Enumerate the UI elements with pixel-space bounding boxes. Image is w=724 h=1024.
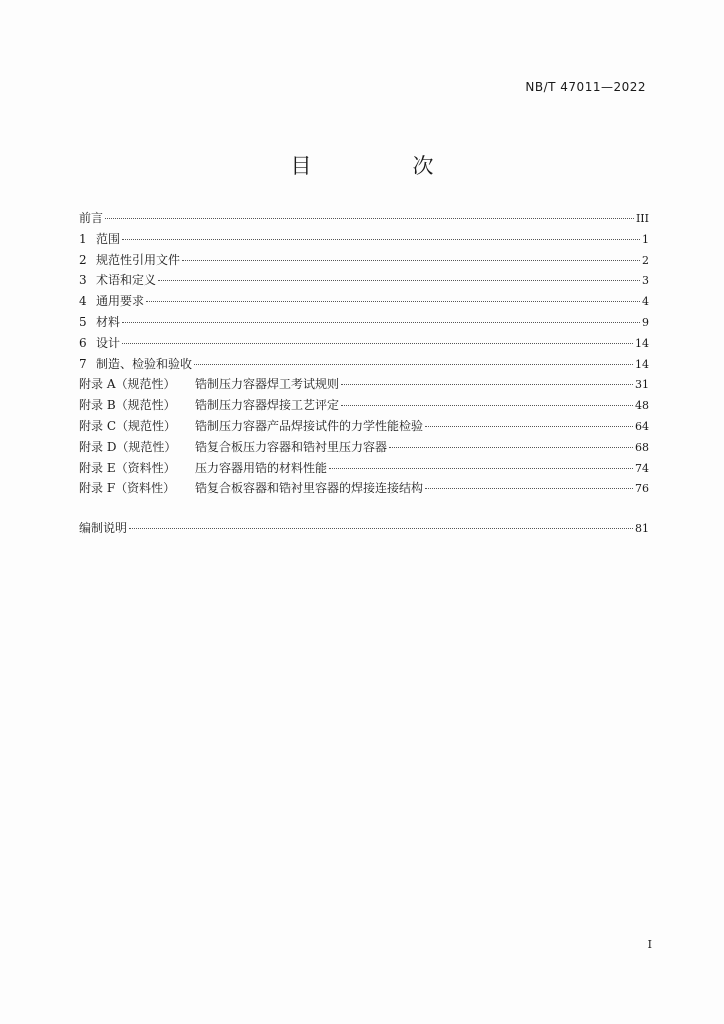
toc-spacer bbox=[79, 500, 649, 519]
toc-entry-number: 2 bbox=[79, 252, 87, 267]
toc-entry-page: 76 bbox=[635, 482, 649, 496]
toc-entry-page: 14 bbox=[635, 357, 649, 371]
toc-entry-page: 14 bbox=[635, 336, 649, 350]
toc-entry-text: 通用要求 bbox=[96, 294, 145, 309]
toc-entry-4[interactable] bbox=[79, 292, 649, 313]
toc-leader-dots bbox=[425, 426, 633, 427]
toc-appendix-label: 附录 E（资料性） bbox=[79, 460, 176, 475]
toc-entry-number: 6 bbox=[79, 335, 87, 350]
toc-leader-dots bbox=[329, 468, 633, 469]
toc-entry-2[interactable] bbox=[79, 251, 649, 272]
toc-entry-page: 81 bbox=[635, 522, 649, 536]
toc-entry-page: 68 bbox=[635, 440, 649, 454]
table-of-contents bbox=[79, 209, 649, 540]
toc-leader-dots bbox=[105, 218, 634, 219]
toc-leader-dots bbox=[146, 301, 640, 302]
toc-entry-text: 范围 bbox=[96, 231, 121, 246]
toc-entry-number: 5 bbox=[79, 314, 87, 329]
toc-leader-dots bbox=[425, 488, 633, 489]
toc-entry-text: 锆复合板压力容器和锆衬里压力容器 bbox=[195, 439, 388, 454]
toc-appendix-c[interactable] bbox=[79, 417, 649, 438]
toc-title: 目 次 bbox=[290, 154, 474, 178]
toc-entry-text: 术语和定义 bbox=[96, 273, 157, 288]
toc-entry-6[interactable] bbox=[79, 334, 649, 355]
toc-appendix-d[interactable] bbox=[79, 438, 649, 459]
toc-entry-text: 压力容器用锆的材料性能 bbox=[195, 460, 328, 475]
toc-leader-dots bbox=[194, 364, 633, 365]
toc-entry-3[interactable] bbox=[79, 271, 649, 292]
toc-appendix-e[interactable] bbox=[79, 459, 649, 480]
page-number: I bbox=[647, 938, 652, 951]
toc-entry-number: 3 bbox=[79, 273, 87, 288]
toc-entry-text: 锆制压力容器焊工考试规则 bbox=[195, 377, 340, 392]
toc-entry-text: 锆制压力容器产品焊接试件的力学性能检验 bbox=[195, 418, 424, 433]
toc-entry-text: 设计 bbox=[96, 335, 121, 350]
toc-leader-dots bbox=[182, 260, 640, 261]
toc-entry-text: 材料 bbox=[96, 314, 121, 329]
toc-entry-5[interactable] bbox=[79, 313, 649, 334]
toc-entry-page: 9 bbox=[642, 315, 649, 329]
toc-entry-text: 锆制压力容器焊接工艺评定 bbox=[195, 398, 340, 413]
toc-leader-dots bbox=[122, 239, 640, 240]
standard-code: NB/T 47011—2022 bbox=[525, 80, 646, 94]
toc-leader-dots bbox=[341, 384, 633, 385]
toc-entry-page: 48 bbox=[635, 399, 649, 413]
toc-entry-page: 74 bbox=[635, 461, 649, 475]
toc-appendix-label: 附录 D（规范性） bbox=[79, 439, 177, 454]
toc-entry-page: 31 bbox=[635, 378, 649, 392]
toc-entry-text: 编制说明 bbox=[79, 521, 128, 536]
toc-leader-dots bbox=[122, 322, 640, 323]
toc-appendix-f[interactable] bbox=[79, 479, 649, 500]
toc-entry-text: 制造、检验和验收 bbox=[96, 356, 193, 371]
toc-entry-page: 3 bbox=[642, 274, 649, 288]
toc-leader-dots bbox=[129, 528, 633, 529]
toc-entry-text: 前言 bbox=[79, 211, 104, 225]
toc-entry-foreword[interactable] bbox=[79, 209, 649, 230]
toc-entry-text: 锆复合板容器和锆衬里容器的焊接连接结构 bbox=[195, 481, 424, 496]
toc-entry-1[interactable] bbox=[79, 230, 649, 251]
toc-appendix-label: 附录 A（规范性） bbox=[79, 377, 176, 392]
toc-leader-dots bbox=[389, 447, 633, 448]
toc-entry-page: 2 bbox=[642, 253, 649, 267]
toc-leader-dots bbox=[341, 405, 633, 406]
toc-entry-text: 规范性引用文件 bbox=[96, 252, 181, 267]
toc-entry-7[interactable] bbox=[79, 355, 649, 376]
toc-entry-number: 7 bbox=[79, 356, 87, 371]
toc-entry-explanation[interactable] bbox=[79, 519, 649, 540]
toc-entry-number: 1 bbox=[79, 231, 87, 246]
toc-entry-page: 4 bbox=[642, 295, 649, 309]
toc-entry-page: 64 bbox=[635, 419, 649, 433]
toc-appendix-label: 附录 F（资料性） bbox=[79, 481, 176, 496]
toc-appendix-label: 附录 B（规范性） bbox=[79, 398, 176, 413]
toc-entry-page: III bbox=[635, 212, 649, 225]
toc-leader-dots bbox=[158, 280, 640, 281]
toc-appendix-a[interactable] bbox=[79, 375, 649, 396]
toc-entry-number: 4 bbox=[79, 294, 87, 309]
toc-appendix-b[interactable] bbox=[79, 396, 649, 417]
toc-leader-dots bbox=[122, 343, 633, 344]
toc-appendix-label: 附录 C（规范性） bbox=[79, 418, 176, 433]
toc-entry-page: 1 bbox=[642, 232, 649, 246]
